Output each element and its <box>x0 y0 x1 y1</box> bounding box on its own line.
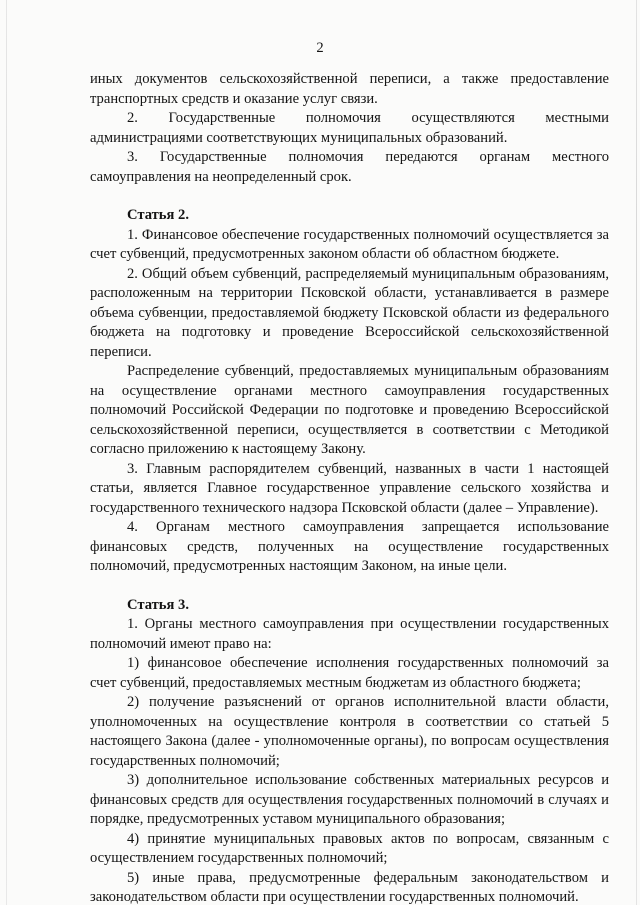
paragraph-intro-3: 3. Государственные полномочия передаются органам местного самоуправления на неопределенный срок. <box>90 149 609 185</box>
article-2-heading: Статья 2. <box>127 207 189 223</box>
article-3-item-1: 1) финансовое обеспечение исполнения государственных полномочий за счет субвенций, предоставляемых местным бюджетам из областного бюджета; <box>90 655 609 691</box>
article-2-paragraph-4: 4. Органам местного самоуправления запрещается использование финансовых средств, полученных на осуществление государственных полномочий, предусмотренных настоящим Законом, на иные цели. <box>90 519 609 574</box>
article-2-paragraph-distribution: Распределение субвенций, предоставляемых муниципальным образованиям на осуществление органами местного самоуправления государственных полномочий Российской Федерации по подготовке и проведению Всероссийской сельскохозяйственной переписи, осуществляется в соответствии с Методикой согласно приложению к настоящему Закону. <box>90 363 609 457</box>
article-3-item-4: 4) принятие муниципальных правовых актов по вопросам, связанным с осуществлением государственных полномочий; <box>90 830 609 866</box>
paragraph-intro-2: 2. Государственные полномочия осуществляются местными администрациями соответствующих муниципальных образований. <box>90 110 609 146</box>
article-3-item-5: 5) иные права, предусмотренные федеральным законодательством и законодательством области при осуществлении государственных полномочий. <box>90 869 609 905</box>
article-3-item-3: 3) дополнительное использование собственных материальных ресурсов и финансовых средств для осуществления государственных полномочий в случаях и порядке, предусмотренных уставом муниципального образования; <box>90 772 609 827</box>
article-3-item-2: 2) получение разъяснений от органов исполнительной власти области, уполномоченных на осуществление контроля в соответствии со статьей 5 настоящего Закона (далее - уполномоченные органы), по вопросам осуществления государственных полномочий; <box>90 694 609 769</box>
scan-edge-left <box>6 0 7 905</box>
article-2-paragraph-3: 3. Главным распорядителем субвенций, названных в части 1 настоящей статьи, является Главное государственное управление сельского хозяйства и государственного технического надзора Псковской области (далее – Управление). <box>90 460 609 516</box>
article-3-heading: Статья 3. <box>127 596 189 613</box>
article-2-paragraph-1: 1. Финансовое обеспечение государственных полномочий осуществляется за счет субвенций, предусмотренных законом области об областном бюджете. <box>90 226 609 262</box>
paragraph-intro-continuation: иных документов сельскохозяйственной переписи, а также предоставление транспортных средств и оказание услуг связи. <box>90 71 609 107</box>
scan-edge-right <box>636 0 637 905</box>
document-body <box>90 70 609 908</box>
article-2-paragraph-2: 2. Общий объем субвенций, распределяемый муниципальным образованиям, расположенным на территории Псковской области, устанавливается в размере объема субвенции, предоставляемой бюджету Псковской области из федерального бюджета на подготовку и проведение Всероссийской сельскохозяйственной переписи. <box>90 265 609 360</box>
page-number: 2 <box>316 40 324 56</box>
article-3-paragraph-1: 1. Органы местного самоуправления при осуществлении государственных полномочий имеют право на: <box>90 616 609 652</box>
